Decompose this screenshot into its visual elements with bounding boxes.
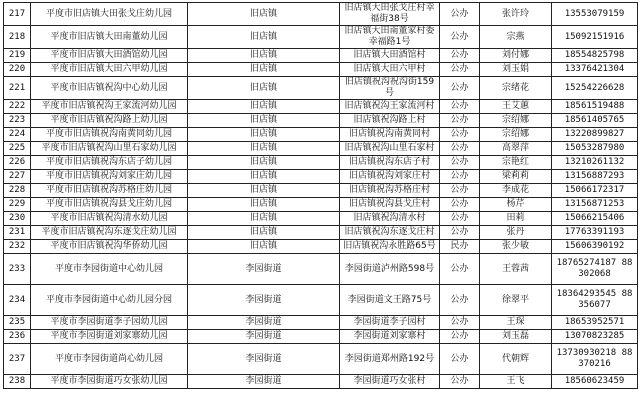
table-row: [4, 3, 638, 26]
cell-person: 刘付娜: [480, 49, 552, 63]
cell-type: 公办: [440, 128, 480, 142]
cell-phone: 13156871253: [552, 198, 638, 212]
table-row: [4, 128, 638, 142]
cell-name: 平度市旧店镇祝沟王家流河幼儿园: [31, 100, 188, 114]
cell-type: 公办: [440, 77, 480, 100]
cell-type: 公办: [440, 26, 480, 49]
cell-phone: 15066172317: [552, 184, 638, 198]
cell-type: 公办: [440, 212, 480, 226]
cell-town: 旧店镇: [188, 184, 340, 198]
cell-phone: 13156887293: [552, 170, 638, 184]
cell-addr: 旧店镇祝沟刘家庄村: [340, 170, 440, 184]
cell-name: 平度市李园街道李子园幼儿园: [31, 316, 188, 330]
cell-town: 旧店镇: [188, 77, 340, 100]
cell-town: 旧店镇: [188, 63, 340, 77]
cell-name: 平度市李园街道刘家寨幼儿园: [31, 330, 188, 344]
cell-person: 高翠萍: [480, 142, 552, 156]
cell-no: 218: [4, 26, 31, 49]
cell-town: 旧店镇: [188, 198, 340, 212]
cell-type: 公办: [440, 156, 480, 170]
cell-addr: 旧店镇祝沟南黄同村: [340, 128, 440, 142]
table-row: [4, 198, 638, 212]
cell-no: 221: [4, 77, 31, 100]
table-row: [4, 156, 638, 170]
table-body: [4, 3, 638, 389]
cell-phone: 18560623459: [552, 375, 638, 389]
cell-name: 平度市旧店镇祝沟山里石家幼儿园: [31, 142, 188, 156]
cell-town: 旧店镇: [188, 226, 340, 240]
cell-phone: 18561405765: [552, 114, 638, 128]
cell-type: 公办: [440, 170, 480, 184]
cell-town: 旧店镇: [188, 128, 340, 142]
cell-name: 平度市旧店镇祝沟中心幼儿园: [31, 77, 188, 100]
table-row: [4, 184, 638, 198]
table-row: [4, 114, 638, 128]
cell-type: 公办: [440, 226, 480, 240]
cell-town: 旧店镇: [188, 212, 340, 226]
table-row: [4, 49, 638, 63]
cell-person: 李成花: [480, 184, 552, 198]
cell-town: 旧店镇: [188, 26, 340, 49]
cell-person: 杨芹: [480, 198, 552, 212]
cell-person: 王琛: [480, 316, 552, 330]
cell-addr: 旧店镇祝沟苏格庄村: [340, 184, 440, 198]
table-row: [4, 77, 638, 100]
table-row: [4, 330, 638, 344]
cell-name: 平度市旧店镇祝沟东逐戈庄幼儿园: [31, 226, 188, 240]
cell-type: 公办: [440, 3, 480, 26]
cell-type: 公办: [440, 316, 480, 330]
cell-addr: 李园街道李子园村: [340, 316, 440, 330]
table-row: [4, 375, 638, 389]
cell-addr: 旧店镇大田南董家村委幸福路1号: [340, 26, 440, 49]
cell-town: 旧店镇: [188, 49, 340, 63]
cell-town: 旧店镇: [188, 100, 340, 114]
cell-name: 平度市李园街道中心幼儿园: [31, 254, 188, 285]
cell-type: 公办: [440, 344, 480, 375]
cell-name: 平度市旧店镇祝沟路上幼儿园: [31, 114, 188, 128]
cell-no: 231: [4, 226, 31, 240]
table-row: [4, 285, 638, 316]
cell-no: 230: [4, 212, 31, 226]
cell-person: 宗绍娜: [480, 128, 552, 142]
cell-town: 旧店镇: [188, 156, 340, 170]
table-row: [4, 170, 638, 184]
cell-no: 237: [4, 344, 31, 375]
cell-no: 232: [4, 240, 31, 254]
cell-person: 代朝辉: [480, 344, 552, 375]
cell-name: 平度市李园街道尚心幼儿园: [31, 344, 188, 375]
cell-name: 平度市旧店镇大田南董幼儿园: [31, 26, 188, 49]
cell-addr: 旧店镇祝沟东店子村: [340, 156, 440, 170]
cell-type: 公办: [440, 254, 480, 285]
cell-no: 236: [4, 330, 31, 344]
cell-phone: 15606390192: [552, 240, 638, 254]
cell-phone: 18364293545 88356077: [552, 285, 638, 316]
cell-name: 平度市李园街道中心幼儿园分园: [31, 285, 188, 316]
cell-person: 王艾蕙: [480, 100, 552, 114]
cell-name: 平度市旧店镇祝沟华侨幼儿园: [31, 240, 188, 254]
cell-person: 刘玉娟: [480, 63, 552, 77]
cell-person: 张少敏: [480, 240, 552, 254]
cell-no: 225: [4, 142, 31, 156]
cell-addr: 旧店镇大田酒馆村: [340, 49, 440, 63]
cell-town: 旧店镇: [188, 114, 340, 128]
cell-addr: 李园街道郑州路192号: [340, 344, 440, 375]
cell-name: 平度市旧店镇祝沟刘家庄幼儿园: [31, 170, 188, 184]
cell-no: 238: [4, 375, 31, 389]
cell-no: 226: [4, 156, 31, 170]
cell-town: 李园街道: [188, 330, 340, 344]
cell-person: 张许玲: [480, 3, 552, 26]
cell-person: 王蓉茜: [480, 254, 552, 285]
cell-town: 旧店镇: [188, 240, 340, 254]
cell-person: 徐翠平: [480, 285, 552, 316]
cell-phone: 15066215406: [552, 212, 638, 226]
cell-name: 平度市旧店镇祝沟东店子幼儿园: [31, 156, 188, 170]
cell-addr: 李园街道泸州路598号: [340, 254, 440, 285]
cell-no: 234: [4, 285, 31, 316]
cell-addr: 旧店镇祝沟路上村: [340, 114, 440, 128]
cell-phone: 13376421304: [552, 63, 638, 77]
cell-addr: 李园街道巧女张村: [340, 375, 440, 389]
cell-addr: 旧店镇祝沟祝沟街159号: [340, 77, 440, 100]
table-row: [4, 226, 638, 240]
cell-addr: 旧店镇大田张戈庄村幸福街38号: [340, 3, 440, 26]
cell-town: 李园街道: [188, 316, 340, 330]
cell-no: 217: [4, 3, 31, 26]
cell-type: 公办: [440, 49, 480, 63]
cell-addr: 旧店镇祝沟清水村: [340, 212, 440, 226]
table-row: [4, 212, 638, 226]
cell-addr: 旧店镇祝沟东逐戈庄村: [340, 226, 440, 240]
cell-phone: 18554825798: [552, 49, 638, 63]
cell-name: 平度市旧店镇大田酒馆幼儿园: [31, 49, 188, 63]
cell-phone: 18561519488: [552, 100, 638, 114]
cell-town: 旧店镇: [188, 3, 340, 26]
cell-type: 公办: [440, 375, 480, 389]
cell-no: 228: [4, 184, 31, 198]
cell-phone: 15053287980: [552, 142, 638, 156]
kindergarten-table: [3, 2, 638, 389]
cell-phone: 15254226628: [552, 77, 638, 100]
cell-type: 公办: [440, 142, 480, 156]
cell-addr: 李园街道刘家寨村: [340, 330, 440, 344]
cell-person: 宗绪花: [480, 77, 552, 100]
table-row: [4, 63, 638, 77]
cell-addr: 旧店镇祝沟县戈庄村: [340, 198, 440, 212]
table-row: [4, 100, 638, 114]
cell-addr: 旧店镇祝沟永胜路65号: [340, 240, 440, 254]
cell-type: 公办: [440, 330, 480, 344]
cell-town: 李园街道: [188, 254, 340, 285]
cell-town: 李园街道: [188, 285, 340, 316]
cell-no: 229: [4, 198, 31, 212]
cell-type: 公办: [440, 184, 480, 198]
cell-type: 公办: [440, 63, 480, 77]
cell-type: 公办: [440, 100, 480, 114]
cell-no: 220: [4, 63, 31, 77]
table-row: [4, 316, 638, 330]
table-row: [4, 240, 638, 254]
table-row: [4, 254, 638, 285]
cell-name: 平度市旧店镇大田六甲幼儿园: [31, 63, 188, 77]
cell-town: 旧店镇: [188, 142, 340, 156]
cell-type: 民办: [440, 240, 480, 254]
cell-addr: 旧店镇大田六甲村: [340, 63, 440, 77]
cell-name: 平度市旧店镇祝沟清水幼儿园: [31, 212, 188, 226]
cell-addr: 旧店镇祝沟王家流河村: [340, 100, 440, 114]
cell-no: 235: [4, 316, 31, 330]
cell-person: 梁莉莉: [480, 170, 552, 184]
cell-person: 宗艳红: [480, 156, 552, 170]
cell-phone: 13070823285: [552, 330, 638, 344]
cell-addr: 李园街道文王路75号: [340, 285, 440, 316]
cell-phone: 15092151916: [552, 26, 638, 49]
table-row: [4, 142, 638, 156]
cell-person: 刘玉磊: [480, 330, 552, 344]
cell-town: 李园街道: [188, 344, 340, 375]
cell-person: 王飞: [480, 375, 552, 389]
cell-name: 平度市旧店镇祝沟南黄同幼儿园: [31, 128, 188, 142]
cell-person: 张丹: [480, 226, 552, 240]
cell-name: 平度市旧店镇祝沟县戈庄幼儿园: [31, 198, 188, 212]
cell-phone: 13210261132: [552, 156, 638, 170]
cell-town: 旧店镇: [188, 170, 340, 184]
cell-addr: 旧店镇祝沟山里石家村: [340, 142, 440, 156]
cell-name: 平度市旧店镇大田张戈庄幼儿园: [31, 3, 188, 26]
cell-no: 224: [4, 128, 31, 142]
cell-type: 公办: [440, 114, 480, 128]
cell-phone: 13553079159: [552, 3, 638, 26]
cell-type: 公办: [440, 198, 480, 212]
cell-town: 李园街道: [188, 375, 340, 389]
cell-phone: 17763391193: [552, 226, 638, 240]
table-row: [4, 344, 638, 375]
cell-no: 222: [4, 100, 31, 114]
cell-phone: 13220899827: [552, 128, 638, 142]
cell-person: 宗燕: [480, 26, 552, 49]
cell-no: 233: [4, 254, 31, 285]
cell-no: 223: [4, 114, 31, 128]
cell-phone: 18765274187 88302068: [552, 254, 638, 285]
cell-phone: 18653952571: [552, 316, 638, 330]
cell-no: 227: [4, 170, 31, 184]
cell-type: 公办: [440, 285, 480, 316]
cell-phone: 13730930218 88370216: [552, 344, 638, 375]
cell-person: 田莉: [480, 212, 552, 226]
cell-no: 219: [4, 49, 31, 63]
cell-name: 平度市旧店镇祝沟苏格庄幼儿园: [31, 184, 188, 198]
table-row: [4, 26, 638, 49]
cell-name: 平度市李园街道巧女张幼儿园: [31, 375, 188, 389]
cell-person: 宗绍娜: [480, 114, 552, 128]
